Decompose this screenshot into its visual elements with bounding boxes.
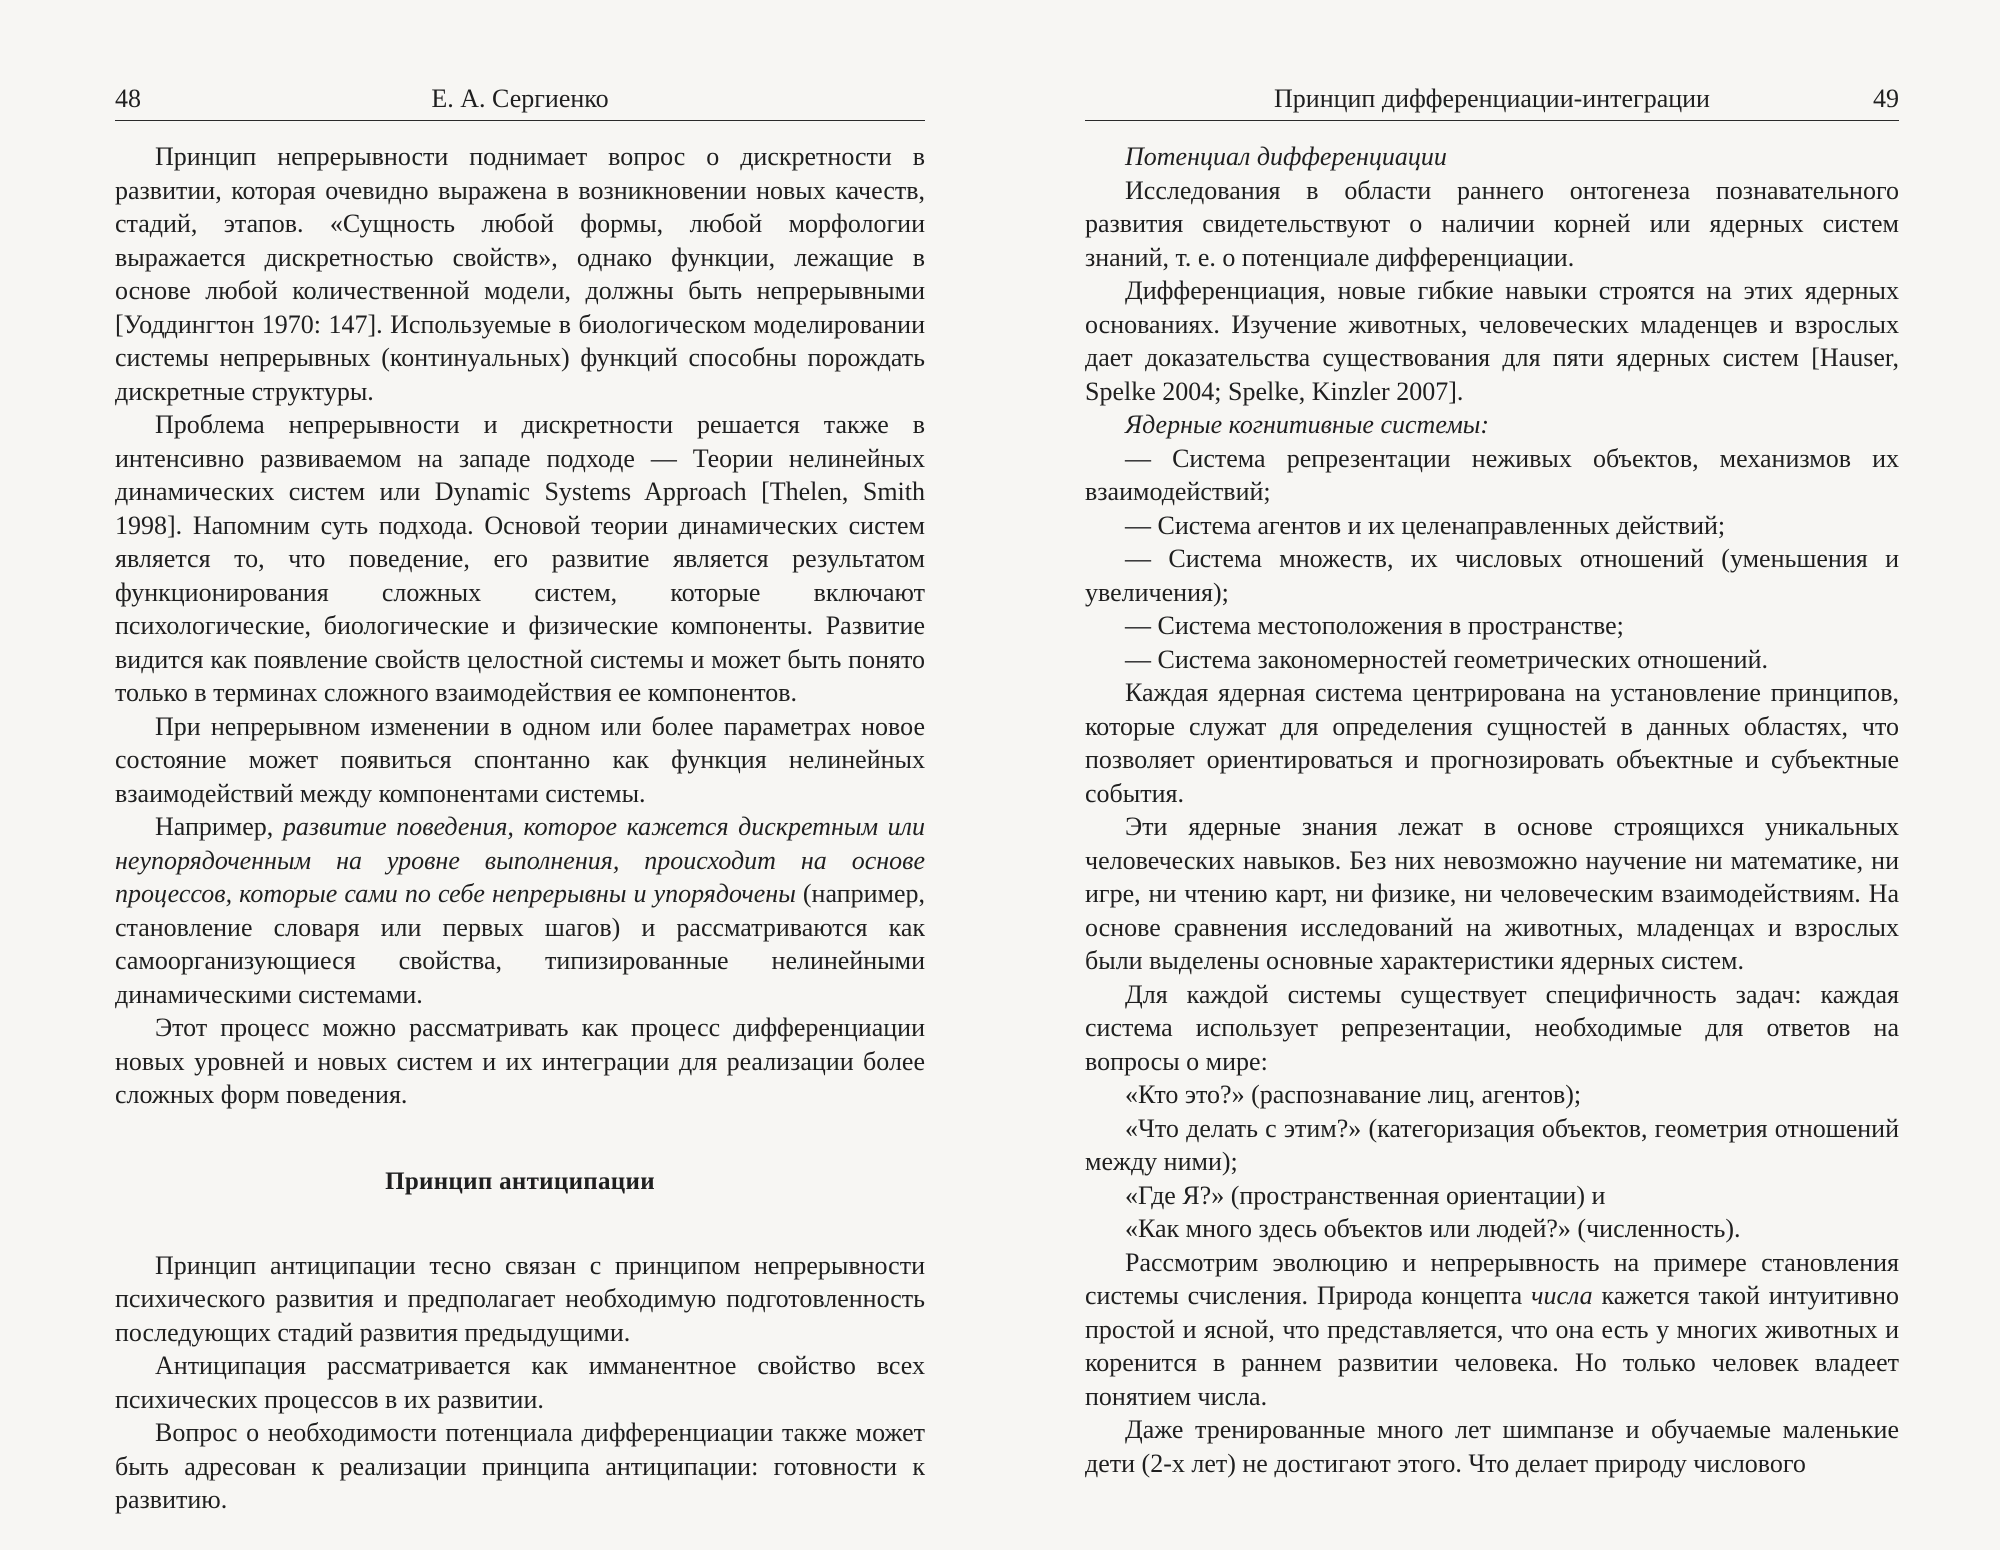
left-page bbox=[115, 0, 925, 1550]
paragraph: Для каждой системы существует специфичность задач: каждая система использует репрезентации, необходимые для ответов на вопросы о мире: bbox=[1085, 979, 1899, 1076]
paragraph: Даже тренированные много лет шимпанзе и обучаемые маленькие дети (2-х лет) не достигают этого. Что делает природу числового bbox=[1085, 1415, 1899, 1478]
paragraph: Эти ядерные знания лежат в основе строящихся уникальных человеческих навыков. Без них невозможно научение ни математике, ни игре, ни чтению карт, ни физике, ни человеческим взаимодействиям. На основе сравнения исследований на животных, младенцах и взрослых были выделены основные характеристики ядерных систем. bbox=[1085, 812, 1899, 975]
paragraph: Каждая ядерная система центрирована на установление принципов, которые служат для определения сущностей в данных областях, что позволяет ориентироваться и прогнозировать объектные и субъектные события. bbox=[1085, 678, 1899, 808]
list-item: — Система закономерностей геометрических отношений. bbox=[1125, 644, 1769, 674]
paragraph: Принцип антиципации тесно связан с принципом непрерывности психического развития и предполагает необходимую подготовленность последующих стадий развития предыдущими. bbox=[115, 1250, 925, 1347]
right-body-text bbox=[1085, 140, 1899, 1480]
list-item: — Система местоположения в пространстве; bbox=[1125, 611, 1624, 640]
number-lead: Рассмотрим эволюцию и непрерывность на примере становления системы счисления. Природа концепта bbox=[1085, 1247, 1899, 1310]
section-heading: Принцип антиципации bbox=[385, 1167, 655, 1195]
paragraph: Проблема непрерывности и дискретности решается также в интенсивно развиваемом на западе подходе — Теории нелинейных динамических систем или Dynamic Systems Approach [Thelen, Smith 1998]. Напомним суть подхода. Основой теории динамических систем является то, что поведение, его развитие является результатом функционирования сложных систем, которые включают психологические, биологические и физические компоненты. Развитие видится как появление свойств целостной системы и может быть понято только в терминах сложного взаимодействия ее компонентов. bbox=[115, 410, 925, 707]
subheading-core-systems: Ядерные когнитивные системы: bbox=[1125, 410, 1490, 439]
question-item: «Кто это?» (распознавание лиц, агентов); bbox=[1125, 1080, 1582, 1109]
example-tail: (например, становление словаря или первых шагов) и рассматриваются как самоорганизующиеся свойства, типизированные нелинейными динамическими системами. bbox=[115, 879, 925, 1009]
list-item: — Система множеств, их числовых отношений (уменьшения и увеличения); bbox=[1085, 544, 1899, 607]
paragraph: Этот процесс можно рассматривать как процесс дифференциации новых уровней и новых систем и их интеграции для реализации более сложных форм поведения. bbox=[115, 1013, 925, 1109]
question-item: «Где Я?» (пространственная ориентации) и bbox=[1125, 1180, 1606, 1210]
paragraph: Вопрос о необходимости потенциала дифференциации также может быть адресован к реализации принципа антиципации: готовности к развитию. bbox=[115, 1418, 925, 1514]
question-item: «Что делать с этим?» (категоризация объектов, геометрия отношений между ними); bbox=[1085, 1113, 1899, 1176]
number-paragraph bbox=[1085, 1246, 1899, 1414]
left-body-text bbox=[115, 140, 925, 1517]
list-item: — Система агентов и их целенаправленных действий; bbox=[1125, 510, 1726, 540]
paragraph: При непрерывном изменении в одном или более параметрах новое состояние может появиться спонтанно как функция нелинейных взаимодействий между компонентами системы. bbox=[115, 711, 925, 808]
paragraph: Исследования в области раннего онтогенеза познавательного развития свидетельствуют о наличии корней или ядерных систем знаний, т. е. о потенциале дифференциации. bbox=[1085, 175, 1899, 272]
list-item: — Система репрезентации неживых объектов, механизмов их взаимодействий; bbox=[1085, 443, 1899, 506]
right-page-number: 49 bbox=[1873, 84, 1899, 113]
left-page-number: 48 bbox=[115, 84, 141, 113]
right-running-head bbox=[1085, 80, 1899, 121]
paragraph: Антиципация рассматривается как имманентное свойство всех психических процессов в их развитии. bbox=[115, 1351, 925, 1414]
left-running-head bbox=[115, 80, 925, 121]
subheading-potential: Потенциал дифференциации bbox=[1125, 142, 1447, 171]
number-italic: числа bbox=[1531, 1281, 1593, 1310]
paragraph: Дифференциация, новые гибкие навыки строятся на этих ядерных основаниях. Изучение животных, человеческих младенцев и взрослых дает доказательства существования для пяти ядерных систем [Hauser, Spelke 2004; Spelke, Kinzler 2007]. bbox=[1085, 276, 1899, 406]
left-running-title: Е. А. Сергиенко bbox=[431, 84, 609, 113]
number-tail: кажется такой интуитивно простой и ясной, что представляется, что она есть у многих животных и коренится в раннем развитии человека. Но только человек владеет понятием числа. bbox=[1085, 1281, 1899, 1411]
paragraph: Принцип непрерывности поднимает вопрос о дискретности в развитии, которая очевидно выражена в возникновении новых качеств, стадий, этапов. «Сущность любой формы, любой морфологии выражается дискретностью свойств», однако функции, лежащие в основе любой количественной модели, должны быть непрерывными [Уоддингтон 1970: 147]. Используемые в биологическом моделировании системы непрерывных (континуальных) функций способны порождать дискретные структуры. bbox=[115, 142, 925, 406]
example-italic: развитие поведения, которое кажется дискретным или неупорядоченным на уровне выполнения, происходит на основе процессов, которые сами по себе непрерывны и упорядочены bbox=[115, 812, 925, 908]
question-item: «Как много здесь объектов или людей?» (численность). bbox=[1125, 1214, 1741, 1243]
example-paragraph bbox=[115, 810, 925, 1011]
right-running-title: Принцип дифференциации-интеграции bbox=[1274, 84, 1710, 113]
right-page bbox=[1085, 0, 1899, 1550]
example-lead: Например, bbox=[155, 812, 283, 841]
